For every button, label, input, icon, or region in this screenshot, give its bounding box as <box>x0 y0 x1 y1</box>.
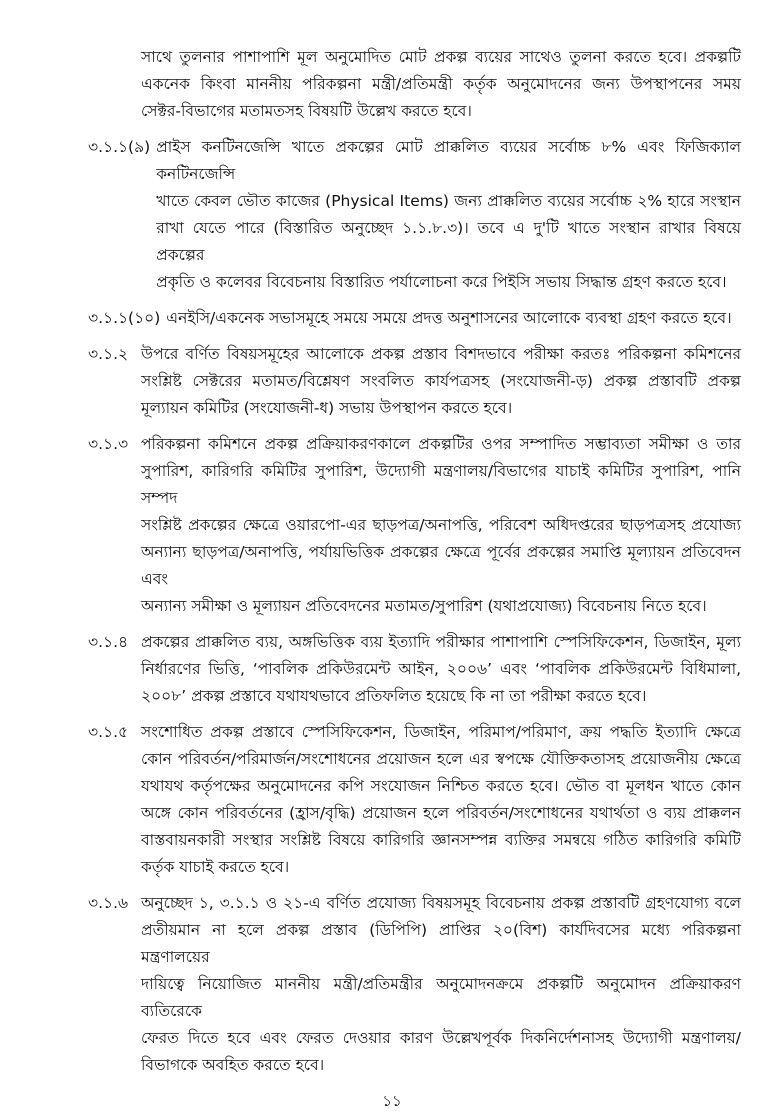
text-line: উপরে বর্ণিত বিষয়সমূহের আলোকে প্রকল্প প্রস্তাব বিশদভাবে পরীক্ষা করতঃ পরিকল্পনা কমিশনের <box>141 345 741 363</box>
paragraph-body <box>141 44 741 125</box>
page-number: ১১ <box>382 1092 402 1110</box>
text-line: নির্ধারণের ভিত্তি, ‘পাবলিক প্রকিউরমেন্ট আইন, ২০০৬’ এবং ‘পাবলিক প্রকিউরমেন্ট বিধিমালা, <box>141 660 741 678</box>
paragraph-body <box>141 719 741 881</box>
section-number: ৩.১.১(১০) <box>88 309 161 327</box>
section-number: ৩.১.৪ <box>88 633 129 651</box>
text-line: ফেরত দিতে হবে এবং ফেরত দেওয়ার কারণ উল্লেখপূর্বক দিকনির্দেশনাসহ উদ্যোগী মন্ত্রণালয়/ <box>141 1029 741 1047</box>
text-line: ২০০৮’ প্রকল্প প্রস্তাবে যথাযথভাবে প্রতিফলিত হয়েছে কি না তা পরীক্ষা করতে হবে। <box>141 687 647 705</box>
text-line: সংশোধিত প্রকল্প প্রস্তাবে স্পেসিফিকেশন, ডিজাইন, পরিমাপ/পরিমাণ, ক্রয় পদ্ধতি ইত্যাদি ক্ষেত্রে <box>141 723 741 741</box>
text-line: অন্যান্য ছাড়পত্র/অনাপত্তি, পর্যায়ভিত্তিক প্রকল্পের ক্ষেত্রে পূর্বের প্রকল্পের সমাপ্তি মূল্যায়ন প্রতিবেদন এবং <box>141 543 741 588</box>
text-line: কোন পরিবর্তন/পরিমার্জন/সংশোধনের প্রয়োজন হলে এর স্বপক্ষে যৌক্তিকতাসহ প্রয়োজনীয় ক্ষেত্রে <box>141 750 741 768</box>
paragraph <box>88 890 741 1079</box>
paragraph <box>88 719 741 881</box>
text-line: দায়িত্বে নিয়োজিত মাননীয় মন্ত্রী/প্রতিমন্ত্রীর অনুমোদনক্রমে প্রকল্পটি অনুমোদন প্রক্রিয়াকরণ ব্যতিরেকে <box>141 975 741 1020</box>
paragraph <box>88 431 741 620</box>
paragraph <box>88 134 741 296</box>
paragraph-body <box>141 431 741 620</box>
text-line: প্রকৃতি ও কলেবর বিবেচনায় বিস্তারিত পর্যালোচনা করে পিইসি সভায় সিদ্ধান্ত গ্রহণ করতে হবে। <box>156 273 727 291</box>
text-line: অঙ্গে কোন পরিবর্তনের (হ্রাস/বৃদ্ধি) প্রয়োজন হলে পরিবর্তন/সংশোধনের যথার্থতা ও ব্যয় প্রাক্কলন <box>141 804 741 822</box>
paragraph <box>88 341 741 422</box>
text-line: একনেক কিংবা মাননীয় পরিকল্পনা মন্ত্রী/প্রতিমন্ত্রী কর্তৃক অনুমোদনের জন্য উপস্থাপনের সময় <box>141 75 741 93</box>
text-line: বিভাগকে অবহিত করতে হবে। <box>141 1056 325 1074</box>
text-line: খাতে কেবল ভৌত কাজের (Physical Items) জন্য প্রাক্কলিত ব্যয়ের সর্বোচ্চ ২% হারে সংস্থান <box>156 192 741 210</box>
text-line: সেক্টর-বিভাগের মতামতসহ বিষয়টি উল্লেখ করতে হবে। <box>141 102 472 120</box>
text-line: প্রতীয়মান না হলে প্রকল্প প্রস্তাব (ডিপিপি) প্রাপ্তির ২০(বিশ) কার্যদিবসের মধ্যে পরিকল্পনা মন্ত্রণালয়ের <box>141 921 741 966</box>
paragraph <box>88 629 741 710</box>
paragraph-body <box>166 305 741 332</box>
text-line: মূল্যায়ন কমিটির (সংযোজনী-ধ) সভায় উপস্থাপন করতে হবে। <box>141 399 513 417</box>
text-line: সুপারিশ, কারিগরি কমিটির সুপারিশ, উদ্যোগী মন্ত্রণালয়/বিভাগের যাচাই কমিটির সুপারিশ, পানি সম্পদ <box>141 462 741 507</box>
text-line: অন্যান্য সমীক্ষা ও মূল্যায়ন প্রতিবেদনের মতামত/সুপারিশ (যথাপ্রযোজ্য) বিবেচনায় নিতে হবে। <box>141 597 707 615</box>
text-line: এনইসি/একনেক সভাসমূহে সময়ে সময়ে প্রদত্ত অনুশাসনের আলোকে ব্যবস্থা গ্রহণ করতে হবে। <box>166 309 732 327</box>
text-line: রাখা যেতে পারে (বিস্তারিত অনুচ্ছেদ ১.১.৮.৩)। তবে এ দু'টি খাতে সংস্থান রাখার বিষয়ে প্রকল্পের <box>156 219 741 264</box>
text-line: প্রাইস কনটিনজেন্সি খাতে প্রকল্পের মোট প্রাক্কলিত ব্যয়ের সর্বোচ্চ ৮% এবং ফিজিক্যাল কনটিনজেন্সি <box>156 138 741 183</box>
section-number: ৩.১.৬ <box>88 894 129 912</box>
paragraph <box>88 44 741 125</box>
paragraph-body <box>141 341 741 422</box>
text-line: প্রকল্পের প্রাক্কলিত ব্যয়, অঙ্গভিত্তিক ব্যয় ইত্যাদি পরীক্ষার পাশাপাশি স্পেসিফিকেশন, ডিজাইন, মূল্য <box>141 633 741 651</box>
text-line: সংশ্লিষ্ট সেক্টরের মতামত/বিশ্লেষণ সংবলিত কার্যপত্রসহ (সংযোজনী-ড়) প্রকল্প প্রস্তাবটি প্রকল্প <box>141 372 741 390</box>
text-line: সংশ্লিষ্ট প্রকল্পের ক্ষেত্রে ওয়ারপো-এর ছাড়পত্র/অনাপত্তি, পরিবেশ অধিদপ্তরের ছাড়পত্রসহ প্রযোজ্য <box>141 516 741 534</box>
paragraph-body <box>156 134 741 296</box>
text-line: যথাযথ কর্তৃপক্ষের অনুমোদনের কপি সংযোজন নিশ্চিত করতে হবে। ভৌত বা মূলধন খাতে কোন <box>141 777 741 795</box>
paragraph-body <box>141 629 741 710</box>
text-line: পরিকল্পনা কমিশনে প্রকল্প প্রক্রিয়াকরণকালে প্রকল্পটির ওপর সম্পাদিত সম্ভাব্যতা সমীক্ষা ও তার <box>141 435 741 453</box>
text-line: সাথে তুলনার পাশাপাশি মূল অনুমোদিত মোট প্রকল্প ব্যয়ের সাথেও তুলনা করতে হবে। প্রকল্পটি <box>141 48 741 66</box>
section-number: ৩.১.৫ <box>88 723 129 741</box>
section-number: ৩.১.২ <box>88 345 129 363</box>
section-number: ৩.১.৩ <box>88 435 129 453</box>
text-line: বাস্তবায়নকারী সংস্থার সংশ্লিষ্ট বিষয়ে কারিগরি জ্ঞানসম্পন্ন ব্যক্তির সমন্বয়ে গঠিত কারিগরি কমিটি <box>141 831 741 849</box>
text-line: অনুচ্ছেদ ১, ৩.১.১ ও ২১-এ বর্ণিত প্রযোজ্য বিষয়সমূহ বিবেচনায় প্রকল্প প্রস্তাবটি গ্রহণযোগ্য বলে <box>141 894 741 912</box>
paragraph <box>88 305 741 332</box>
paragraph-body <box>141 890 741 1079</box>
text-line: কর্তৃক যাচাই করতে হবে। <box>141 858 290 876</box>
section-number: ৩.১.১(৯) <box>88 138 151 156</box>
